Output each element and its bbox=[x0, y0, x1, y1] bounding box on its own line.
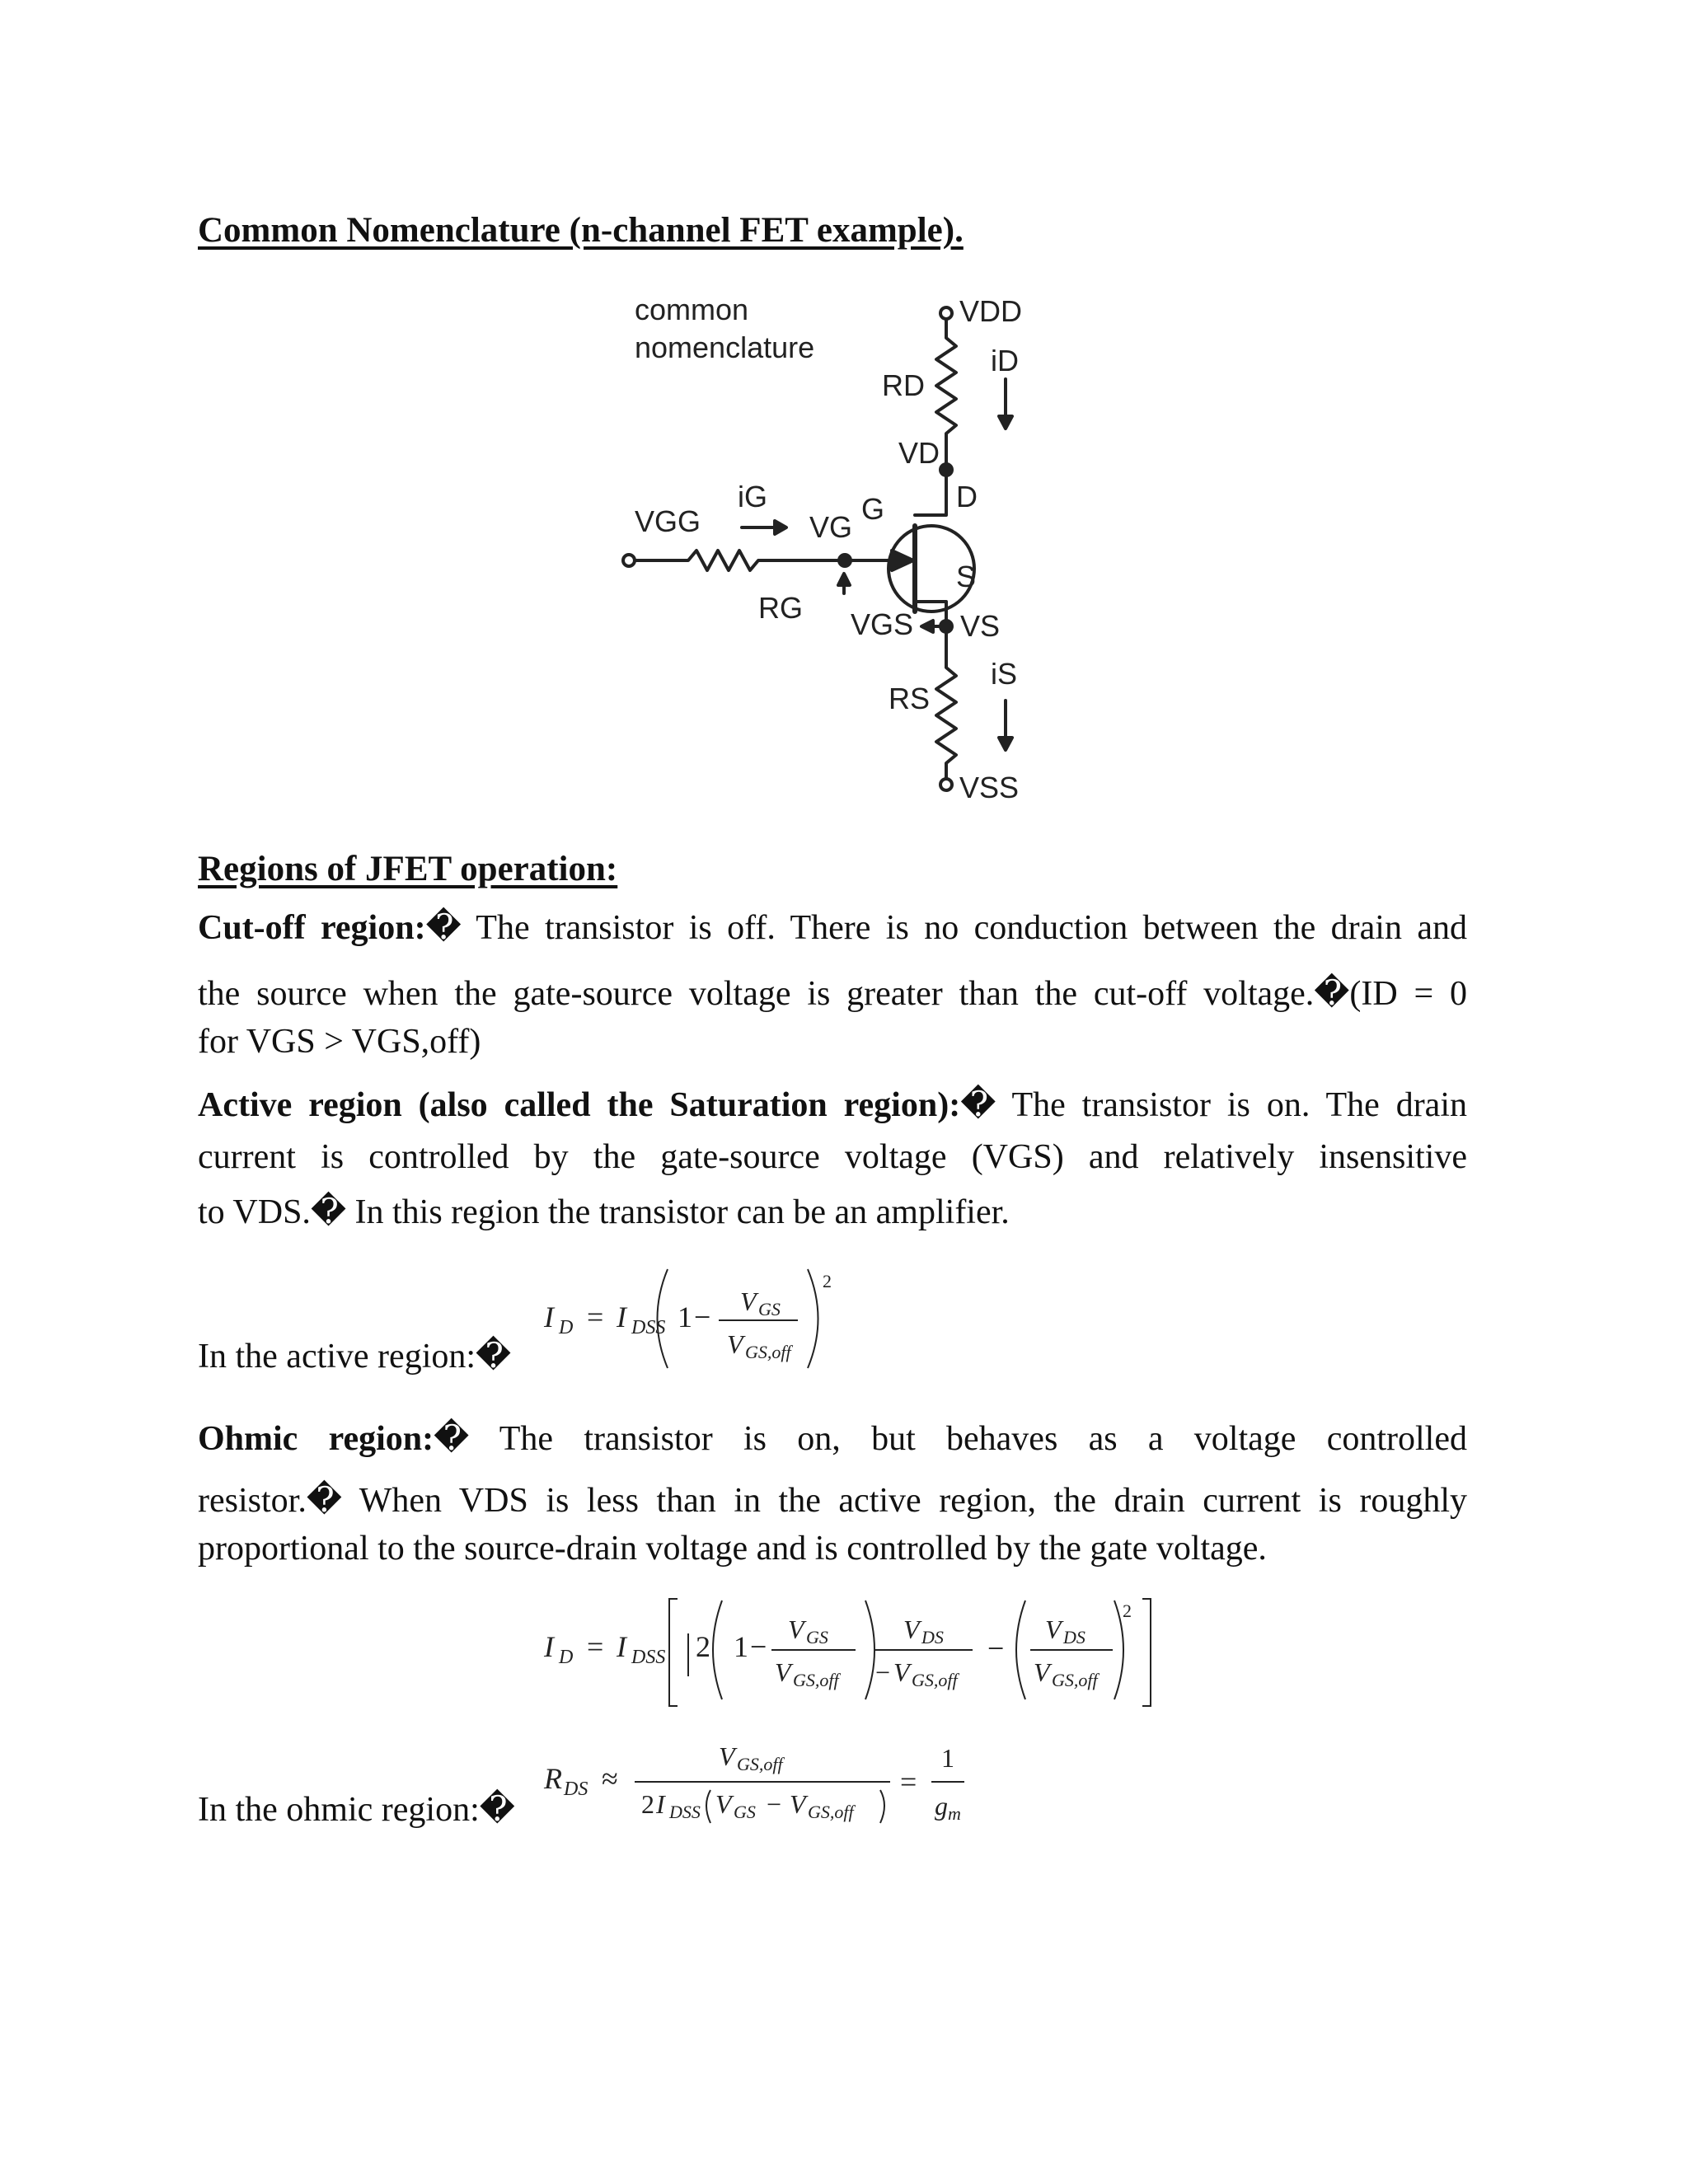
svg-text:DS: DS bbox=[1063, 1627, 1085, 1647]
active-line-2: current is controlled by the gate-source voltage (VGS) and relatively insensitive bbox=[198, 1138, 1467, 1176]
vdd-terminal bbox=[940, 307, 952, 319]
cutoff-line-3: for VGS > VGS,off) bbox=[198, 1023, 481, 1061]
svg-text:2: 2 bbox=[1123, 1601, 1132, 1621]
rg-resistor bbox=[635, 551, 845, 570]
svg-text:DSS: DSS bbox=[631, 1647, 666, 1668]
label-id: iD bbox=[991, 344, 1019, 377]
svg-text:GS,off: GS,off bbox=[745, 1342, 791, 1362]
rs-resistor bbox=[936, 626, 956, 779]
label-s: S bbox=[956, 560, 977, 593]
svg-text:GS,off: GS,off bbox=[912, 1670, 958, 1690]
label-rg: RG bbox=[758, 591, 803, 625]
ohmic-line-1: Ohmic region:� The transistor is on, but behaves as a voltage controlled bbox=[198, 1420, 1467, 1458]
svg-text:1: 1 bbox=[941, 1743, 954, 1773]
svg-text:V: V bbox=[1045, 1615, 1062, 1644]
cutoff-line-2: the source when the gate-source voltage is greater than the cut-off voltage.�(ID = 0 bbox=[198, 975, 1467, 1013]
svg-text:GS: GS bbox=[806, 1627, 828, 1647]
svg-text:V: V bbox=[1034, 1657, 1050, 1687]
svg-text:GS: GS bbox=[758, 1299, 781, 1319]
svg-text:m: m bbox=[948, 1803, 961, 1824]
svg-text:I: I bbox=[656, 1789, 665, 1819]
label-rs: RS bbox=[889, 682, 931, 715]
svg-text:GS: GS bbox=[734, 1802, 756, 1822]
svg-text:GS,off: GS,off bbox=[737, 1754, 783, 1774]
svg-text:2: 2 bbox=[696, 1630, 710, 1663]
svg-text:1: 1 bbox=[678, 1301, 692, 1333]
cutoff-line-1: Cut-off region:� The transistor is off. There is no conduction between the drain and bbox=[198, 909, 1467, 947]
svg-text:2: 2 bbox=[641, 1789, 654, 1819]
svg-text:−: − bbox=[750, 1630, 767, 1663]
label-is: iS bbox=[991, 657, 1018, 691]
svg-text:V: V bbox=[893, 1657, 910, 1687]
svg-text:1: 1 bbox=[734, 1630, 748, 1663]
label-ig: iG bbox=[738, 480, 767, 513]
svg-text:≈: ≈ bbox=[602, 1762, 618, 1795]
svg-text:=: = bbox=[900, 1765, 917, 1798]
svg-text:=: = bbox=[587, 1630, 604, 1663]
ohmic-label: Ohmic region: bbox=[198, 1420, 434, 1458]
svg-text:V: V bbox=[715, 1789, 732, 1819]
svg-text:I: I bbox=[544, 1630, 554, 1663]
svg-text:V: V bbox=[727, 1329, 743, 1359]
active-line-1: Active region (also called the Saturation region):� The transistor is on. The drain bbox=[198, 1086, 1467, 1124]
svg-text:V: V bbox=[790, 1789, 806, 1819]
fet-nomenclature-diagram bbox=[610, 280, 1071, 824]
active-eq-label: In the active region:� bbox=[198, 1338, 512, 1376]
svg-text:DS: DS bbox=[564, 1779, 588, 1800]
vgg-terminal bbox=[623, 555, 635, 566]
svg-text:GS,off: GS,off bbox=[808, 1802, 854, 1822]
label-g: G bbox=[861, 492, 885, 526]
regions-heading: Regions of JFET operation: bbox=[198, 850, 618, 888]
svg-text:D: D bbox=[559, 1317, 574, 1338]
svg-text:V: V bbox=[775, 1657, 791, 1687]
svg-text:DS: DS bbox=[921, 1627, 944, 1647]
svg-text:2: 2 bbox=[823, 1271, 832, 1291]
label-vss: VSS bbox=[959, 771, 1020, 804]
cutoff-label: Cut-off region: bbox=[198, 909, 426, 947]
svg-text:−: − bbox=[767, 1789, 782, 1819]
diagram-caption-1: common bbox=[635, 293, 749, 326]
svg-text:GS,off: GS,off bbox=[793, 1670, 839, 1690]
label-vs: VS bbox=[960, 609, 1001, 643]
svg-text:DSS: DSS bbox=[631, 1317, 666, 1338]
svg-text:=: = bbox=[587, 1301, 604, 1333]
svg-text:V: V bbox=[903, 1615, 920, 1644]
svg-text:−: − bbox=[987, 1632, 1005, 1665]
label-d: D bbox=[956, 480, 978, 513]
active-line-3: to VDS.� In this region the transistor can be an amplifier. bbox=[198, 1193, 1010, 1231]
svg-text:g: g bbox=[935, 1791, 948, 1821]
vss-terminal bbox=[940, 779, 952, 790]
svg-text:V: V bbox=[740, 1286, 757, 1316]
svg-text:−: − bbox=[875, 1657, 891, 1687]
ohmic-line-2: resistor.� When VDS is less than in the active region, the drain current is roughly bbox=[198, 1482, 1467, 1520]
ohmic-eq-label: In the ohmic region:� bbox=[198, 1791, 515, 1829]
svg-text:I: I bbox=[544, 1301, 554, 1333]
label-vg: VG bbox=[809, 510, 853, 544]
label-vd: VD bbox=[898, 436, 940, 470]
active-label: Active region (also called the Saturation region): bbox=[198, 1086, 961, 1124]
svg-text:V: V bbox=[788, 1615, 804, 1644]
svg-text:I: I bbox=[617, 1630, 626, 1663]
ohmic-line-3: proportional to the source-drain voltage and is controlled by the gate voltage. bbox=[198, 1530, 1267, 1568]
page-title: Common Nomenclature (n-channel FET example). bbox=[198, 211, 964, 250]
svg-text:GS,off: GS,off bbox=[1052, 1670, 1098, 1690]
diagram-caption-2: nomenclature bbox=[635, 330, 815, 364]
label-rd: RD bbox=[882, 368, 925, 402]
svg-text:R: R bbox=[544, 1762, 562, 1795]
svg-text:DSS: DSS bbox=[669, 1802, 701, 1822]
svg-text:I: I bbox=[617, 1301, 626, 1333]
svg-text:−: − bbox=[694, 1301, 711, 1333]
svg-text:V: V bbox=[719, 1741, 735, 1771]
svg-text:D: D bbox=[559, 1647, 574, 1668]
label-vgg: VGG bbox=[635, 504, 701, 538]
label-vgs: VGS bbox=[851, 607, 914, 641]
label-vdd: VDD bbox=[959, 294, 1023, 328]
